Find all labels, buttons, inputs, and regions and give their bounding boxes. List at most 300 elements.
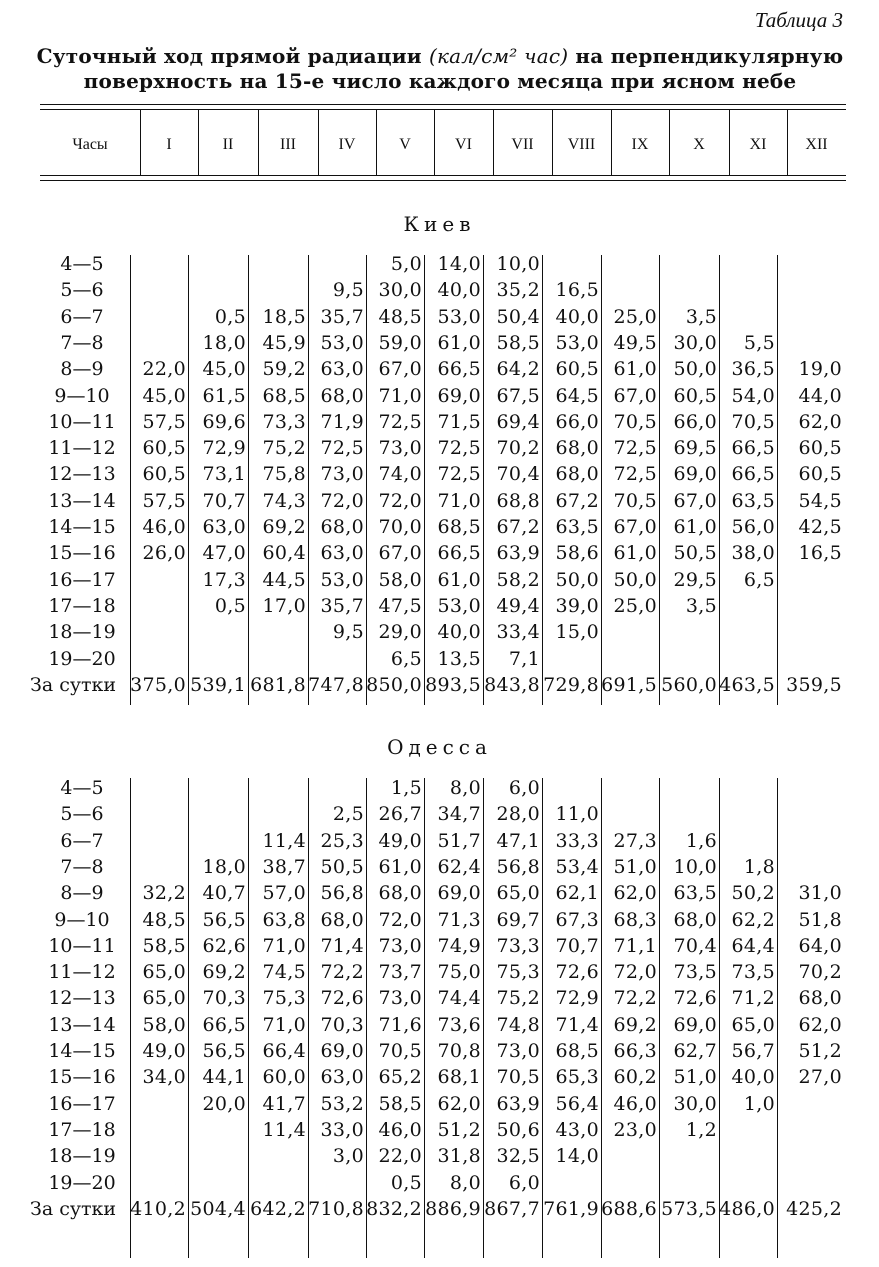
- value-cell: 68,0: [673, 908, 717, 931]
- value-cell: 23,0: [613, 1118, 657, 1141]
- hour-label: 6—7: [60, 305, 104, 328]
- value-cell: 539,1: [190, 673, 246, 696]
- value-cell: 72,0: [378, 908, 422, 931]
- value-cell: 761,9: [543, 1197, 599, 1220]
- value-cell: 68,0: [320, 908, 364, 931]
- value-cell: 13,5: [437, 647, 481, 670]
- value-cell: 65,0: [142, 987, 186, 1010]
- header-top-rule-2: [40, 109, 846, 110]
- value-cell: 3,5: [685, 305, 717, 328]
- table-title: [30, 44, 850, 94]
- hour-label: 10—11: [48, 410, 116, 433]
- value-cell: 71,3: [437, 908, 481, 931]
- value-cell: 53,0: [437, 594, 481, 617]
- header-col-rule-6: [493, 110, 494, 175]
- value-cell: 11,4: [262, 829, 306, 852]
- value-cell: 67,0: [378, 542, 422, 565]
- value-cell: 71,4: [555, 1013, 599, 1036]
- value-cell: 843,8: [484, 673, 540, 696]
- value-cell: 26,0: [142, 542, 186, 565]
- value-cell: 65,0: [731, 1013, 775, 1036]
- value-cell: 49,0: [142, 1040, 186, 1062]
- value-cell: 63,9: [496, 1092, 540, 1115]
- value-cell: 67,3: [555, 908, 599, 931]
- value-cell: 71,4: [320, 934, 364, 957]
- table-number: Таблица 3: [754, 8, 843, 32]
- value-cell: 62,6: [202, 934, 246, 957]
- value-cell: 70,5: [496, 1066, 540, 1089]
- value-cell: 68,5: [555, 1040, 599, 1062]
- value-cell: 48,5: [378, 305, 422, 328]
- value-cell: 70,4: [496, 463, 540, 486]
- value-cell: 72,9: [202, 437, 246, 460]
- value-cell: 74,9: [437, 934, 481, 957]
- value-cell: 1,8: [743, 855, 775, 878]
- total-label: За сутки: [30, 1197, 117, 1220]
- value-cell: 8,0: [449, 777, 481, 799]
- hour-label: 17—18: [48, 594, 116, 617]
- value-cell: 61,0: [378, 855, 422, 878]
- hour-label: 14—15: [48, 1040, 116, 1062]
- value-cell: 46,0: [378, 1118, 422, 1141]
- value-cell: 73,0: [378, 437, 422, 460]
- value-cell: 40,0: [731, 1066, 775, 1089]
- value-cell: 73,0: [496, 1040, 540, 1062]
- header-col-rule-11: [787, 110, 788, 175]
- value-cell: 60,5: [555, 358, 599, 381]
- value-cell: 72,2: [613, 987, 657, 1010]
- value-cell: 0,5: [214, 594, 246, 617]
- value-cell: 68,8: [496, 489, 540, 512]
- value-cell: 31,0: [798, 882, 842, 905]
- value-cell: 39,0: [555, 594, 599, 617]
- value-cell: 69,7: [496, 908, 540, 931]
- value-cell: 70,8: [437, 1040, 481, 1062]
- header-month-X: X: [693, 136, 705, 153]
- value-cell: 6,0: [508, 777, 540, 799]
- value-cell: 35,7: [320, 305, 364, 328]
- value-cell: 14,0: [555, 1145, 599, 1168]
- value-cell: 34,0: [142, 1066, 186, 1089]
- value-cell: 66,0: [555, 410, 599, 433]
- value-cell: 747,8: [308, 673, 364, 696]
- value-cell: 1,0: [743, 1092, 775, 1115]
- value-cell: 69,0: [320, 1040, 364, 1062]
- value-cell: 70,2: [798, 961, 842, 984]
- value-cell: 729,8: [543, 673, 599, 696]
- value-cell: 73,3: [262, 410, 306, 433]
- value-cell: 893,5: [425, 673, 481, 696]
- value-cell: 50,5: [673, 542, 717, 565]
- value-cell: 75,3: [262, 987, 306, 1010]
- value-cell: 16,5: [798, 542, 842, 565]
- hour-label: 17—18: [48, 1118, 116, 1141]
- value-cell: 67,0: [673, 489, 717, 512]
- value-cell: 69,2: [613, 1013, 657, 1036]
- hour-label: 15—16: [48, 542, 116, 565]
- header-col-rule-1: [198, 110, 199, 175]
- value-cell: 70,7: [555, 934, 599, 957]
- value-cell: 45,0: [142, 384, 186, 407]
- value-cell: 5,0: [390, 253, 422, 275]
- hour-label: 18—19: [48, 1145, 116, 1168]
- value-cell: 66,0: [673, 410, 717, 433]
- value-cell: 74,3: [262, 489, 306, 512]
- hour-label: 12—13: [48, 463, 116, 486]
- total-label: За сутки: [30, 673, 117, 696]
- value-cell: 64,0: [798, 934, 842, 957]
- value-cell: 61,0: [437, 568, 481, 591]
- value-cell: 20,0: [202, 1092, 246, 1115]
- value-cell: 63,0: [320, 1066, 364, 1089]
- value-cell: 72,5: [613, 463, 657, 486]
- value-cell: 73,3: [496, 934, 540, 957]
- value-cell: 72,5: [378, 410, 422, 433]
- value-cell: 68,0: [320, 384, 364, 407]
- value-cell: 57,5: [142, 410, 186, 433]
- value-cell: 11,4: [262, 1118, 306, 1141]
- value-cell: 60,5: [142, 463, 186, 486]
- header-bottom-rule-2: [40, 180, 846, 181]
- hour-label: 12—13: [48, 987, 116, 1010]
- value-cell: 71,9: [320, 410, 364, 433]
- header-bottom-rule: [40, 175, 846, 176]
- value-cell: 65,0: [496, 882, 540, 905]
- value-cell: 62,7: [673, 1040, 717, 1062]
- hour-label: 5—6: [60, 279, 104, 302]
- value-cell: 58,2: [496, 568, 540, 591]
- value-cell: 66,4: [262, 1040, 306, 1062]
- header-col-rule-8: [611, 110, 612, 175]
- value-cell: 63,0: [320, 542, 364, 565]
- value-cell: 64,5: [555, 384, 599, 407]
- value-cell: 50,0: [555, 568, 599, 591]
- value-cell: 69,6: [202, 410, 246, 433]
- value-cell: 50,4: [496, 305, 540, 328]
- value-cell: 6,5: [390, 647, 422, 670]
- value-cell: 57,0: [262, 882, 306, 905]
- title-unit: (кал/см² час): [428, 44, 569, 68]
- value-cell: 72,6: [555, 961, 599, 984]
- value-cell: 30,0: [673, 1092, 717, 1115]
- value-cell: 72,6: [673, 987, 717, 1010]
- value-cell: 17,0: [262, 594, 306, 617]
- value-cell: 74,0: [378, 463, 422, 486]
- value-cell: 70,5: [731, 410, 775, 433]
- header-col-rule-9: [669, 110, 670, 175]
- value-cell: 71,0: [437, 489, 481, 512]
- value-cell: 681,8: [250, 673, 306, 696]
- value-cell: 66,5: [731, 463, 775, 486]
- header-top-rule: [40, 104, 846, 105]
- title-line1-pre: Суточный ход прямой радиации: [36, 44, 429, 68]
- value-cell: 72,0: [320, 489, 364, 512]
- value-cell: 33,0: [320, 1118, 364, 1141]
- value-cell: 32,2: [142, 882, 186, 905]
- value-cell: 70,5: [613, 489, 657, 512]
- value-cell: 1,2: [685, 1118, 717, 1141]
- value-cell: 69,4: [496, 410, 540, 433]
- value-cell: 9,5: [332, 621, 364, 644]
- value-cell: 70,3: [202, 987, 246, 1010]
- value-cell: 69,5: [673, 437, 717, 460]
- value-cell: 49,5: [613, 331, 657, 354]
- value-cell: 61,5: [202, 384, 246, 407]
- value-cell: 29,0: [378, 621, 422, 644]
- value-cell: 67,5: [496, 384, 540, 407]
- header-month-II: II: [222, 136, 234, 153]
- value-cell: 44,0: [798, 384, 842, 407]
- value-cell: 30,0: [378, 279, 422, 302]
- value-cell: 42,5: [798, 516, 842, 538]
- value-cell: 72,6: [320, 987, 364, 1010]
- hour-label: 4—5: [60, 253, 104, 275]
- value-cell: 74,8: [496, 1013, 540, 1036]
- value-cell: 5,5: [743, 331, 775, 354]
- value-cell: 71,0: [378, 384, 422, 407]
- value-cell: 45,0: [202, 358, 246, 381]
- hour-label: 19—20: [48, 647, 116, 670]
- value-cell: 71,0: [262, 934, 306, 957]
- value-cell: 359,5: [786, 673, 842, 696]
- value-cell: 58,6: [555, 542, 599, 565]
- value-cell: 46,0: [613, 1092, 657, 1115]
- value-cell: 66,5: [437, 358, 481, 381]
- value-cell: 57,5: [142, 489, 186, 512]
- value-cell: 71,2: [731, 987, 775, 1010]
- value-cell: 49,4: [496, 594, 540, 617]
- value-cell: 61,0: [613, 542, 657, 565]
- value-cell: 67,2: [555, 489, 599, 512]
- value-cell: 10,0: [673, 855, 717, 878]
- value-cell: 19,0: [798, 358, 842, 381]
- value-cell: 67,2: [496, 516, 540, 538]
- value-cell: 74,4: [437, 987, 481, 1010]
- value-cell: 70,3: [320, 1013, 364, 1036]
- value-cell: 53,4: [555, 855, 599, 878]
- hour-label: 13—14: [48, 1013, 116, 1036]
- value-cell: 38,7: [262, 855, 306, 878]
- section-title: Киев: [403, 212, 476, 236]
- value-cell: 73,5: [673, 961, 717, 984]
- value-cell: 16,5: [555, 279, 599, 302]
- value-cell: 62,4: [437, 855, 481, 878]
- value-cell: 9,5: [332, 279, 364, 302]
- header-col-rule-10: [729, 110, 730, 175]
- value-cell: 25,3: [320, 829, 364, 852]
- value-cell: 68,0: [555, 463, 599, 486]
- value-cell: 410,2: [130, 1197, 186, 1220]
- value-cell: 40,0: [437, 279, 481, 302]
- value-cell: 375,0: [130, 673, 186, 696]
- value-cell: 63,0: [202, 516, 246, 538]
- value-cell: 68,0: [378, 882, 422, 905]
- value-cell: 70,5: [613, 410, 657, 433]
- value-cell: 50,0: [613, 568, 657, 591]
- value-cell: 68,5: [262, 384, 306, 407]
- hour-label: 6—7: [60, 829, 104, 852]
- value-cell: 53,0: [555, 331, 599, 354]
- value-cell: 10,0: [496, 253, 540, 275]
- value-cell: 51,2: [437, 1118, 481, 1141]
- value-cell: 68,5: [437, 516, 481, 538]
- value-cell: 504,4: [190, 1197, 246, 1220]
- value-cell: 56,4: [555, 1092, 599, 1115]
- value-cell: 51,2: [798, 1040, 842, 1062]
- value-cell: 6,5: [743, 568, 775, 591]
- value-cell: 22,0: [378, 1145, 422, 1168]
- value-cell: 56,8: [496, 855, 540, 878]
- value-cell: 72,0: [613, 961, 657, 984]
- value-cell: 51,8: [798, 908, 842, 931]
- value-cell: 18,0: [202, 331, 246, 354]
- value-cell: 73,5: [731, 961, 775, 984]
- hour-label: 10—11: [48, 934, 116, 957]
- value-cell: 26,7: [378, 803, 422, 826]
- value-cell: 59,0: [378, 331, 422, 354]
- hour-label: 11—12: [48, 437, 116, 460]
- value-cell: 67,0: [378, 358, 422, 381]
- value-cell: 62,0: [437, 1092, 481, 1115]
- value-cell: 44,1: [202, 1066, 246, 1089]
- value-cell: 867,7: [484, 1197, 540, 1220]
- value-cell: 40,0: [437, 621, 481, 644]
- value-cell: 62,0: [798, 410, 842, 433]
- hour-label: 8—9: [60, 358, 104, 381]
- value-cell: 47,5: [378, 594, 422, 617]
- value-cell: 75,8: [262, 463, 306, 486]
- value-cell: 41,7: [262, 1092, 306, 1115]
- value-cell: 51,0: [613, 855, 657, 878]
- value-cell: 31,8: [437, 1145, 481, 1168]
- value-cell: 49,0: [378, 829, 422, 852]
- value-cell: 70,5: [378, 1040, 422, 1062]
- value-cell: 17,3: [202, 568, 246, 591]
- header-month-VII: VII: [511, 136, 534, 153]
- value-cell: 71,0: [262, 1013, 306, 1036]
- value-cell: 75,3: [496, 961, 540, 984]
- value-cell: 67,0: [613, 384, 657, 407]
- value-cell: 34,7: [437, 803, 481, 826]
- value-cell: 61,0: [437, 331, 481, 354]
- value-cell: 30,0: [673, 331, 717, 354]
- value-cell: 27,0: [798, 1066, 842, 1089]
- value-cell: 53,0: [320, 331, 364, 354]
- value-cell: 0,5: [214, 305, 246, 328]
- value-cell: 62,0: [613, 882, 657, 905]
- value-cell: 53,2: [320, 1092, 364, 1115]
- value-cell: 73,7: [378, 961, 422, 984]
- value-cell: 1,5: [390, 777, 422, 799]
- value-cell: 50,2: [731, 882, 775, 905]
- value-cell: 50,0: [673, 358, 717, 381]
- value-cell: 44,5: [262, 568, 306, 591]
- value-cell: 72,5: [613, 437, 657, 460]
- value-cell: 70,7: [202, 489, 246, 512]
- value-cell: 63,8: [262, 908, 306, 931]
- value-cell: 75,2: [496, 987, 540, 1010]
- header-col-rule-0: [140, 110, 141, 175]
- value-cell: 560,0: [661, 673, 717, 696]
- value-cell: 68,0: [798, 987, 842, 1010]
- header-month-I: I: [166, 136, 172, 153]
- hour-label: 11—12: [48, 961, 116, 984]
- value-cell: 54,0: [731, 384, 775, 407]
- value-cell: 47,0: [202, 542, 246, 565]
- value-cell: 60,4: [262, 542, 306, 565]
- value-cell: 75,2: [262, 437, 306, 460]
- value-cell: 35,2: [496, 279, 540, 302]
- hour-label: 4—5: [60, 777, 104, 799]
- value-cell: 72,2: [320, 961, 364, 984]
- value-cell: 64,4: [731, 934, 775, 957]
- value-cell: 691,5: [601, 673, 657, 696]
- value-cell: 56,5: [202, 908, 246, 931]
- header-month-V: V: [399, 136, 411, 153]
- value-cell: 710,8: [308, 1197, 364, 1220]
- value-cell: 28,0: [496, 803, 540, 826]
- value-cell: 68,0: [320, 516, 364, 538]
- value-cell: 60,5: [798, 437, 842, 460]
- value-cell: 68,1: [437, 1066, 481, 1089]
- value-cell: 22,0: [142, 358, 186, 381]
- value-cell: 60,5: [798, 463, 842, 486]
- value-cell: 70,2: [496, 437, 540, 460]
- value-cell: 1,6: [685, 829, 717, 852]
- value-cell: 6,0: [508, 1171, 540, 1194]
- value-cell: 38,0: [731, 542, 775, 565]
- value-cell: 33,4: [496, 621, 540, 644]
- value-cell: 48,5: [142, 908, 186, 931]
- value-cell: 56,0: [731, 516, 775, 538]
- value-cell: 35,7: [320, 594, 364, 617]
- value-cell: 71,1: [613, 934, 657, 957]
- value-cell: 53,0: [437, 305, 481, 328]
- hour-label: 5—6: [60, 803, 104, 826]
- hour-label: 9—10: [54, 908, 110, 931]
- value-cell: 72,9: [555, 987, 599, 1010]
- value-cell: 33,3: [555, 829, 599, 852]
- value-cell: 832,2: [366, 1197, 422, 1220]
- value-cell: 43,0: [555, 1118, 599, 1141]
- value-cell: 66,5: [731, 437, 775, 460]
- value-cell: 40,7: [202, 882, 246, 905]
- value-cell: 45,9: [262, 331, 306, 354]
- value-cell: 72,0: [378, 489, 422, 512]
- value-cell: 425,2: [786, 1197, 842, 1220]
- header-col-rule-7: [552, 110, 553, 175]
- value-cell: 62,1: [555, 882, 599, 905]
- value-cell: 61,0: [673, 516, 717, 538]
- header-month-IX: IX: [631, 136, 649, 153]
- value-cell: 56,8: [320, 882, 364, 905]
- value-cell: 69,0: [673, 1013, 717, 1036]
- value-cell: 18,5: [262, 305, 306, 328]
- value-cell: 40,0: [555, 305, 599, 328]
- value-cell: 32,5: [496, 1145, 540, 1168]
- value-cell: 53,0: [320, 568, 364, 591]
- header-month-XI: XI: [749, 136, 767, 153]
- value-cell: 886,9: [425, 1197, 481, 1220]
- value-cell: 29,5: [673, 568, 717, 591]
- value-cell: 73,0: [378, 934, 422, 957]
- value-cell: 18,0: [202, 855, 246, 878]
- value-cell: 25,0: [613, 594, 657, 617]
- value-cell: 51,7: [437, 829, 481, 852]
- hour-label: 16—17: [48, 568, 116, 591]
- value-cell: 63,5: [731, 489, 775, 512]
- value-cell: 56,5: [202, 1040, 246, 1062]
